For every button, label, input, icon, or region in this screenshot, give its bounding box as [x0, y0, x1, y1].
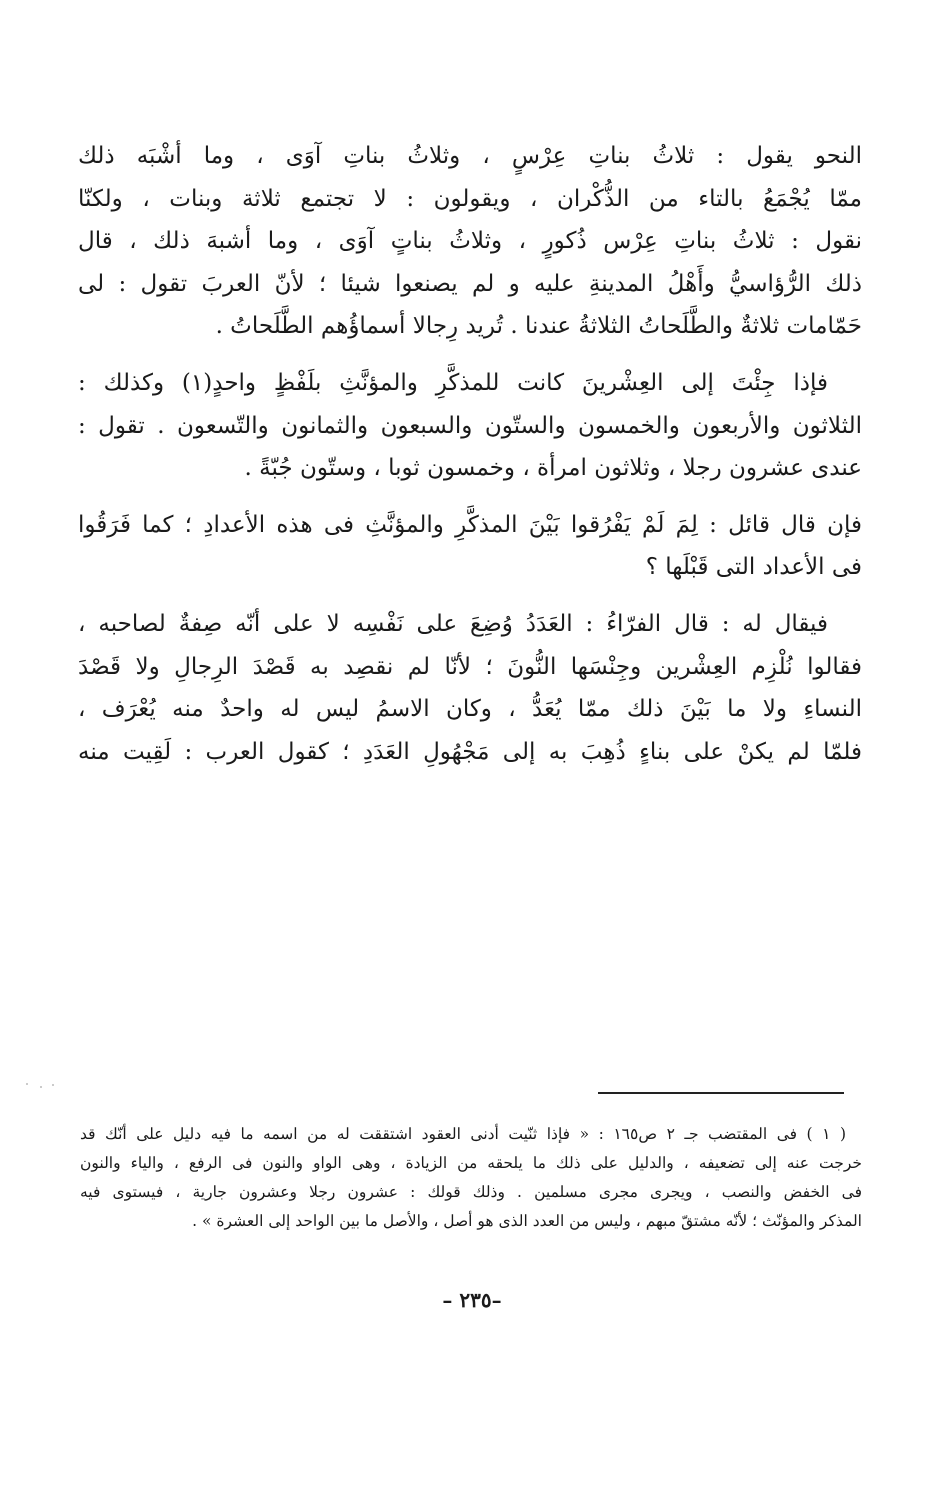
- text-line: ذلك الرُّؤاسيُّ وأَهْلُ المدينةِ عليه و لم يصنعوا شيئا ؛ لأنّ العربَ تقول : لى: [78, 270, 862, 297]
- scan-speck: [52, 1084, 54, 1086]
- text-line: الثلاثون والأربعون والخمسون والستّون والسبعون والثمانون والتّسعون . تقول :: [78, 412, 862, 439]
- footnote-separator: [598, 1092, 844, 1094]
- paragraph-1: [78, 135, 862, 348]
- footnote-line: خرجت عنه إلى تضعيفه ، والدليل على ذلك ما يلحقه من الزيادة ، وهى الواو والنون فى الرفع ، والياء والنون: [80, 1154, 862, 1172]
- text-line: ممّا يُجْمَعُ بالتاء من الذُّكْران ، ويقولون : لا تجتمع ثلاثة وبنات ، ولكنّا: [78, 185, 862, 212]
- footnote-line: المذكر والمؤنّث ؛ لأنّه مشتقّ مبهم ، وليس من العدد الذى هو أصل ، والأصل ما بين الواحد إلى العشرة » .: [192, 1212, 862, 1230]
- text-line: فى الأعداد التى قَبْلَها ؟: [645, 554, 862, 581]
- text-line: فقالوا نُلْزِم العِشْرين وجِنْسَها النُّونَ ؛ لأنّا لم نقصِد به قَصْدَ الرِجالِ ولا قَصْدَ: [78, 653, 862, 680]
- text-line: النساءِ ولا ما بَيْنَ ذلك ممّا يُعَدُّ ، وكان الاسمُ ليس له واحدٌ منه يُعْرَف ،: [78, 696, 862, 723]
- text-line: فيقال له : قال الفرّاءُ : العَدَدُ وُضِعَ على نَفْسِه لا على أنّه صِفةٌ لصاحبه ،: [78, 610, 828, 637]
- footnote-line: فى الخفض والنصب ، ويجرى مجرى مسلمين . وذلك قولك : عشرون رجلا وعشرون جارية ، فيستوى فيه: [80, 1183, 862, 1201]
- scan-speck: [26, 1083, 28, 1085]
- text-line: فلمّا لم يكنْ على بناءٍ ذُهِبَ به إلى مَجْهُولِ العَدَدِ ؛ كقول العرب : لَقِيت منه: [78, 738, 862, 765]
- text-line: فإن قال قائل : لِمَ لَمْ يَفْرُقوا بَيْنَ المذكَّرِ والمؤنَّثِ فى هذه الأعدادِ ؛ كما فَرَقُوا: [78, 511, 862, 538]
- text-line: فإذا جِئْتَ إلى العِشْرينَ كانت للمذكَّرِ والمؤنَّثِ بلَفْظٍ واحدٍ(١) وكذلك :: [78, 369, 828, 396]
- page-number: –٢٣٥ –: [442, 1288, 502, 1312]
- paragraph-3: [78, 504, 862, 589]
- paragraph-4: [78, 603, 862, 773]
- main-text: [78, 135, 862, 787]
- paragraph-2: [78, 362, 862, 490]
- text-line: النحو يقول : ثلاثُ بناتِ عِرْسٍ ، وثلاثُ بناتِ آوَى ، وما أشْبَه ذلك: [78, 143, 862, 169]
- footnote: [80, 1120, 862, 1236]
- text-line: نقول : ثلاثُ بناتِ عِرْس ذُكورٍ ، وثلاثُ بناتٍ آوَى ، وما أشبهَ ذلك ، قال: [78, 228, 862, 255]
- text-line: عندى عشرون رجلا ، وثلاثون امرأة ، وخمسون ثوبا ، وستّون جُبّةً .: [244, 455, 862, 482]
- footnote-line: ( ١ ) فى المقتضب جـ ٢ ص١٦٥ : « فإذا ثنّيت أدنى العقود اشتققت له من اسمه ما فيه دليل على أنّك قد: [80, 1125, 846, 1143]
- text-line: حَمّامات ثلاثةٌ والطَّلَحاتُ الثلاثةُ عندنا . تُريد رِجالا أسماؤُهم الطَّلَحاتُ .: [215, 313, 862, 340]
- scan-speck: [40, 1086, 42, 1088]
